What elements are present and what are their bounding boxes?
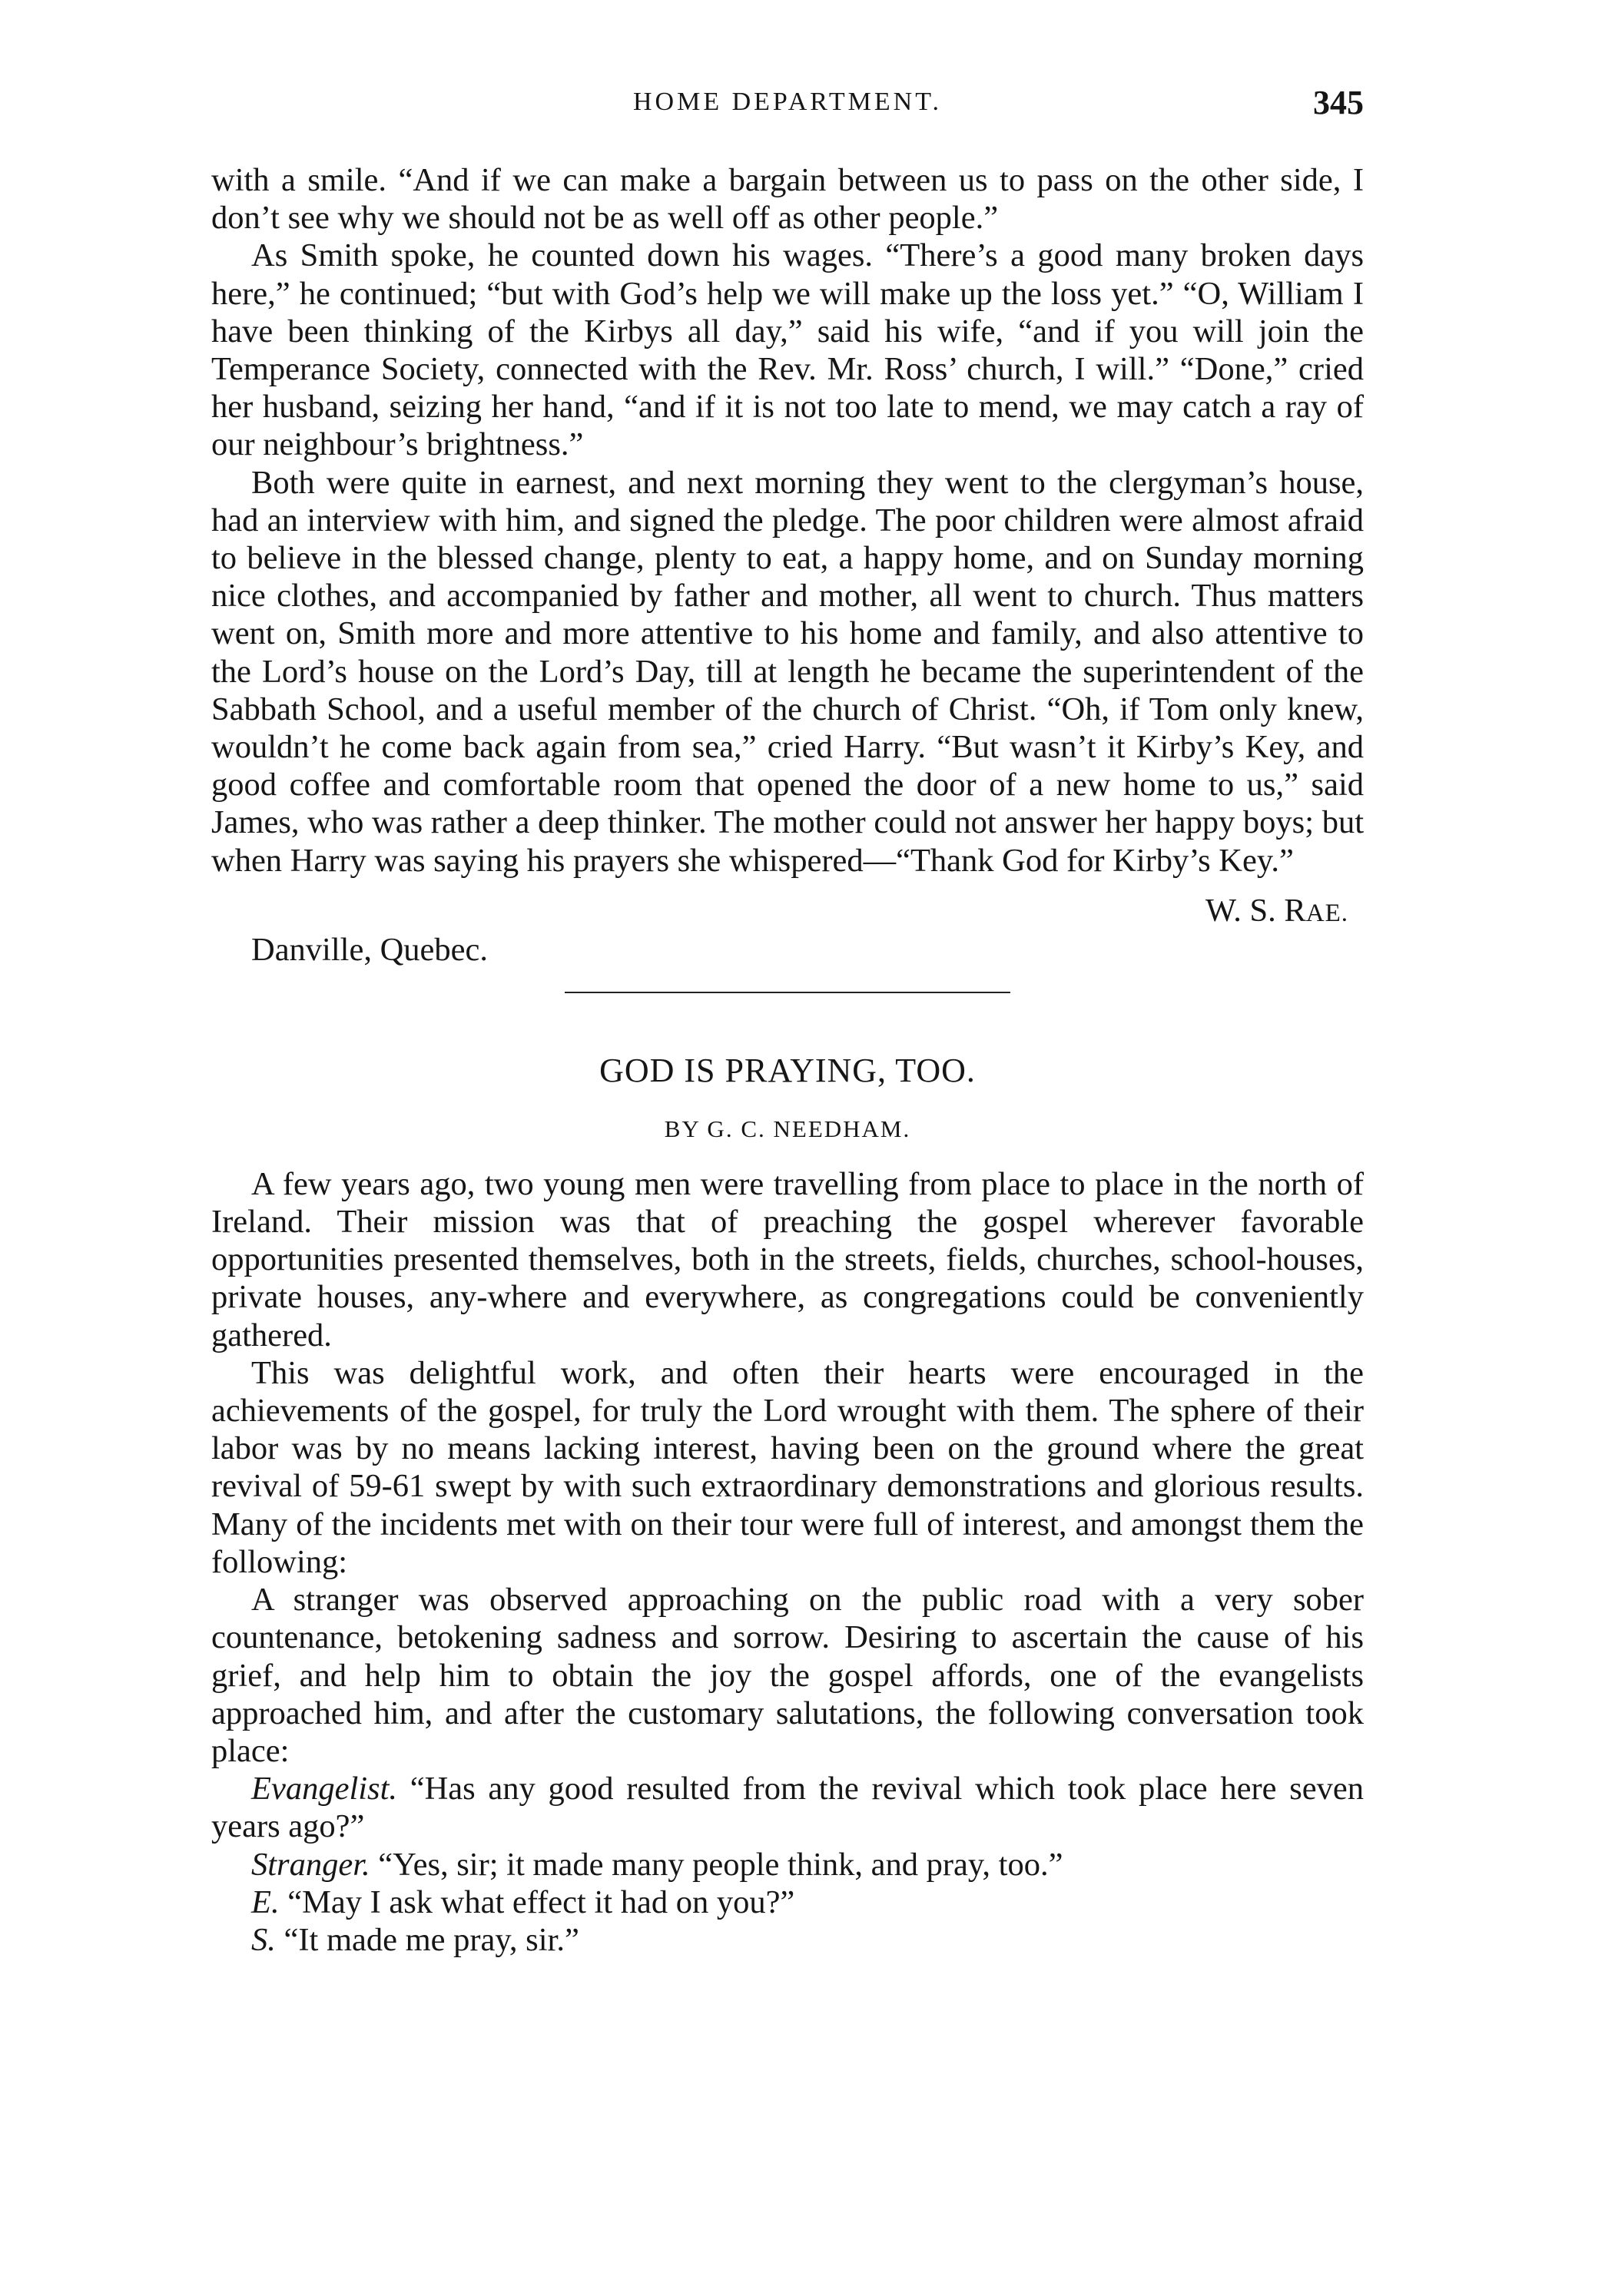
article-paragraph: A stranger was observed approaching on the public road with a very sober countenance, betokening sadness and sorrow. Desiring to ascertain the cause of his grief, and help him to obtain the joy the gospel affords, one of the evangelists approached him, and after the customary salutations, the following conversation took place: <box>211 1582 1364 1769</box>
dialogue-text: “May I ask what effect it had on you?” <box>287 1884 795 1920</box>
page-number: 345 <box>1313 84 1364 121</box>
signature-initials: W. S. R <box>1205 892 1306 929</box>
dialogue-speaker: E. <box>251 1884 280 1920</box>
section-divider <box>565 992 1010 993</box>
dialogue-line <box>211 1884 1364 1921</box>
dialogue-text: “It made me pray, sir.” <box>284 1921 579 1958</box>
dialogue-speaker: S. <box>251 1921 276 1958</box>
author-signature <box>211 892 1364 929</box>
dialogue-speaker: Stranger. <box>251 1846 370 1883</box>
page-header <box>211 83 1364 129</box>
dialogue-line <box>211 1770 1364 1845</box>
story-paragraph: with a smile. “And if we can make a bargain between us to pass on the other side, I don’t see why we should not be as well off as other people.” <box>211 162 1364 237</box>
author-place: Danville, Quebec. <box>251 931 489 968</box>
dialogue-text: “Yes, sir; it made many people think, and pray, too.” <box>378 1846 1063 1883</box>
article-byline: BY G. C. NEEDHAM. <box>664 1115 911 1142</box>
article <box>211 1052 1364 1959</box>
story-paragraph: As Smith spoke, he counted down his wages. “There’s a good many broken days here,” he continued; “but with God’s help we will make up the loss yet.” “O, William I have been thinking of the Kirbys all day,” said his wife, “and if you will join the Temperance Society, connected with the Rev. Mr. Ross’ church, I will.” “Done,” cried her husband, seizing her hand, “and if it is not too late to mend, we may catch a ray of our neighbour’s brightness.” <box>211 237 1364 463</box>
dialogue-line <box>211 1921 1364 1959</box>
page-body <box>211 161 1364 1959</box>
article-paragraph: A few years ago, two young men were travelling from place to place in the north of Ireland. Their mission was that of preaching the gospel wherever favorable opportunities presented themselves, both in the streets, fields, churches, school-houses, private houses, any-where and everywhere, as congregations could be conveniently gathered. <box>211 1165 1364 1353</box>
story-paragraph: Both were quite in earnest, and next morning they went to the clergyman’s house, had an interview with him, and signed the pledge. The poor children were almost afraid to believe in the blessed change, plenty to eat, a happy home, and on Sunday morning nice clothes, and accompanied by father and mother, all went to church. Thus matters went on, Smith more and more attentive to his home and family, and also attentive to the Lord’s house on the Lord’s Day, till at length he became the superintendent of the Sabbath School, and a useful member of the church of Christ. “Oh, if Tom only knew, wouldn’t he come back again from sea,” cried Harry. “But wasn’t it Kirby’s Key, and good coffee and comfortable room that opened the door of a new home to us,” said James, who was rather a deep thinker. The mother could not answer her happy boys; but when Harry was saying his prayers she whispered—“Thank God for Kirby’s Key.” <box>211 464 1364 879</box>
article-body <box>211 1165 1364 1959</box>
article-title: GOD IS PRAYING, TOO. <box>599 1051 976 1089</box>
previous-story-ending <box>211 161 1364 969</box>
signature-surname: AE. <box>1305 899 1348 927</box>
running-head: HOME DEPARTMENT. <box>633 88 942 116</box>
dialogue-line <box>211 1846 1364 1884</box>
dialogue-text: “Has any good resulted from the revival which took place here seven years ago?” <box>211 1771 1364 1845</box>
article-paragraph: This was delightful work, and often their hearts were encouraged in the achievements of the gospel, for truly the Lord wrought with them. The sphere of their labor was by no means lacking interest, having been on the ground where the great revival of 59-61 swept by with such extraordinary demonstrations and glorious results. Many of the incidents met with on their tour were full of interest, and amongst them the following: <box>211 1354 1364 1580</box>
dialogue-speaker: Evangelist. <box>251 1771 398 1807</box>
